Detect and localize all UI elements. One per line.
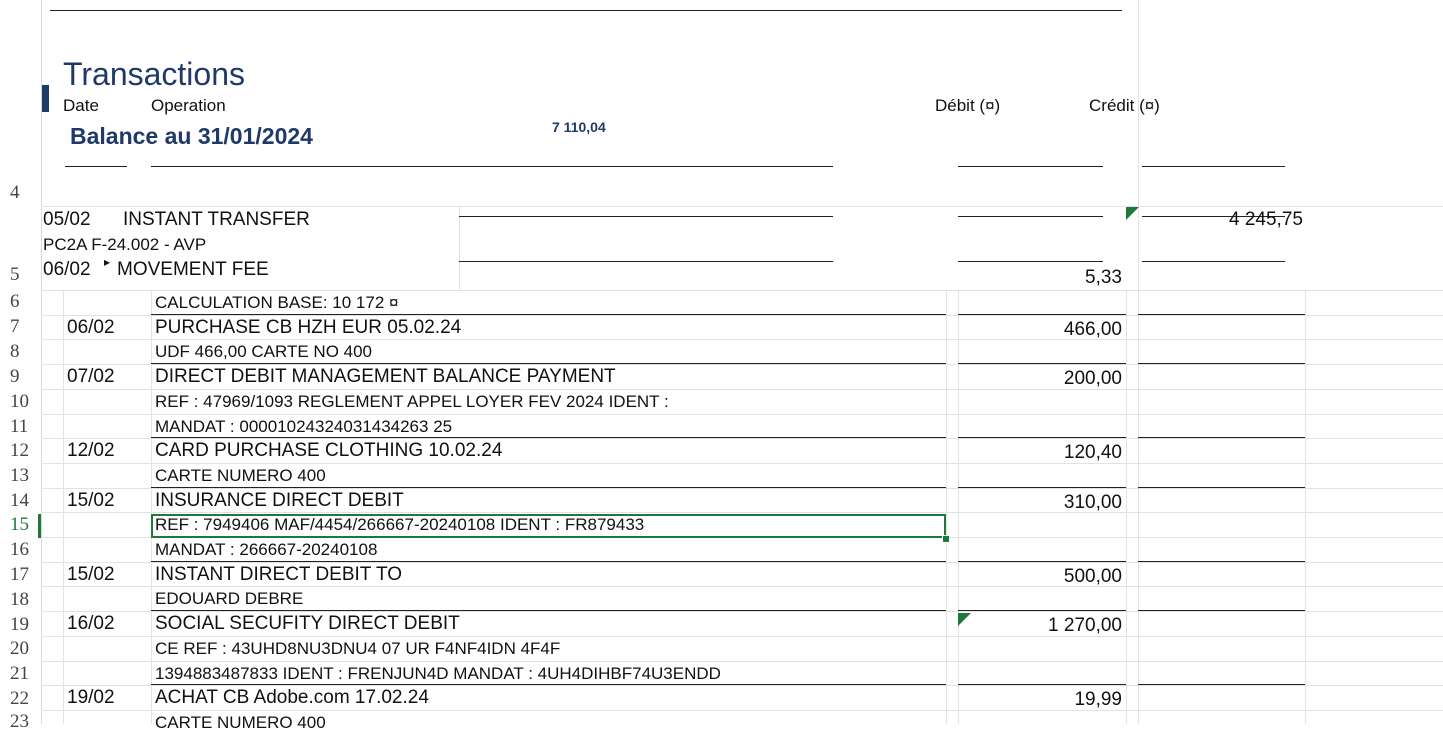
grid-row-line xyxy=(41,488,1443,489)
rule-debit xyxy=(958,166,1103,167)
transaction-operation[interactable]: PURCHASE CB HZH EUR 05.02.24 xyxy=(155,316,462,338)
rule-date xyxy=(65,166,127,167)
overlay-rule xyxy=(459,216,833,217)
rule-operation xyxy=(151,166,833,167)
overlay-rule xyxy=(958,216,1103,217)
grid-col-line xyxy=(459,206,460,290)
entry-separator-rule xyxy=(1138,363,1305,364)
selected-cell[interactable] xyxy=(151,514,946,538)
grid-col-line xyxy=(151,290,152,724)
grid-col-line xyxy=(1126,290,1127,724)
transaction-date[interactable]: 15/02 xyxy=(67,489,115,511)
transaction-date[interactable]: 19/02 xyxy=(67,687,115,709)
grid-row-line xyxy=(41,364,1443,365)
entry-separator-rule xyxy=(1138,561,1305,562)
entry-separator-rule xyxy=(958,487,1126,488)
row-number[interactable]: 13 xyxy=(10,465,29,486)
column-header-credit: Crédit (¤) xyxy=(1089,96,1160,115)
column-header-debit: Débit (¤) xyxy=(935,96,1001,115)
grid-row-line xyxy=(41,710,1443,711)
transaction-operation[interactable]: INSURANCE DIRECT DEBIT xyxy=(155,489,404,511)
grid-row-line xyxy=(41,562,1443,563)
row-number[interactable]: 9 xyxy=(10,366,20,387)
transaction-date[interactable]: 15/02 xyxy=(67,563,115,585)
row-number[interactable]: 23 xyxy=(10,711,29,732)
comment-indicator-icon xyxy=(1126,207,1139,220)
entry-separator-rule xyxy=(958,314,1126,315)
grid-col-line xyxy=(63,290,64,724)
transaction-operation[interactable]: CARTE NUMERO 400 xyxy=(155,712,326,732)
entry-separator-rule xyxy=(151,684,946,685)
grid-row-line xyxy=(41,206,1443,207)
grid-row-line xyxy=(41,636,1443,637)
entry-separator-rule xyxy=(151,363,946,364)
transaction-debit[interactable]: 466,00 xyxy=(1063,318,1122,340)
row-number[interactable]: 7 xyxy=(10,316,20,337)
balance-value: 7 110,04 xyxy=(552,119,606,135)
transaction-debit[interactable]: 19,99 xyxy=(1074,689,1122,711)
grid-col-line xyxy=(946,290,947,724)
transaction-operation[interactable]: 1394883487833 IDENT : FRENJUN4D MANDAT : 4UH4DIHBF74U3ENDD xyxy=(155,663,721,683)
entry-separator-rule xyxy=(1138,437,1305,438)
entry-separator-rule xyxy=(1138,487,1305,488)
row-number[interactable]: 22 xyxy=(10,688,29,709)
entry-separator-rule xyxy=(151,314,946,315)
entry-separator-rule xyxy=(151,610,946,611)
transaction-date[interactable]: 07/02 xyxy=(67,366,115,388)
entry-separator-rule xyxy=(1138,314,1305,315)
entry-separator-rule xyxy=(1138,610,1305,611)
grid-row-line xyxy=(41,414,1443,415)
grid-row-line xyxy=(41,586,1443,587)
grid-row-line xyxy=(41,611,1443,612)
transaction-debit[interactable]: 120,40 xyxy=(1063,442,1122,464)
grid-row-line xyxy=(41,661,1443,662)
instant-transfer-credit[interactable]: 4 245,75 xyxy=(1229,209,1303,230)
fee-marker-icon: ▸ xyxy=(104,255,111,269)
row-number[interactable]: 18 xyxy=(10,589,29,610)
row-number[interactable]: 6 xyxy=(10,291,20,312)
movement-fee-label[interactable]: MOVEMENT FEE xyxy=(117,259,269,280)
transaction-operation[interactable]: MANDAT : 266667-20240108 xyxy=(155,540,378,559)
transaction-date[interactable]: 06/02 xyxy=(67,316,115,338)
entry-separator-rule xyxy=(151,561,946,562)
title-accent-bar xyxy=(42,85,49,112)
entry-separator-rule xyxy=(958,684,1126,685)
grid-row-line xyxy=(41,438,1443,439)
entry-separator-rule xyxy=(958,561,1126,562)
overlay-rule xyxy=(958,261,1103,262)
transaction-date[interactable]: 16/02 xyxy=(67,613,115,635)
transaction-operation[interactable]: MANDAT : 00001024324031434263 25 xyxy=(155,416,453,436)
entry-separator-rule xyxy=(1138,684,1305,685)
grid-col-line xyxy=(1305,290,1306,724)
row-number[interactable]: 16 xyxy=(10,539,29,560)
entry-separator-rule xyxy=(958,437,1126,438)
entry-separator-rule xyxy=(151,437,946,438)
comment-indicator-icon xyxy=(958,613,971,626)
transaction-date[interactable]: 12/02 xyxy=(67,440,115,462)
grid-row-line xyxy=(41,389,1443,390)
movement-fee-debit[interactable]: 5,33 xyxy=(1085,267,1122,288)
row-number[interactable]: 20 xyxy=(10,638,29,659)
column-header-operation: Operation xyxy=(151,96,226,115)
fill-handle[interactable] xyxy=(942,535,950,543)
instant-transfer-label[interactable]: INSTANT TRANSFER xyxy=(123,209,310,230)
transaction-operation[interactable]: EDOUARD DEBRE xyxy=(155,589,304,609)
page-title: Transactions xyxy=(63,56,245,92)
overlay-rule xyxy=(1142,261,1285,262)
row-number[interactable]: 4 xyxy=(10,182,20,203)
pc2a-note[interactable]: PC2A F-24.002 - AVP xyxy=(43,235,207,254)
balance-label: Balance au 31/01/2024 xyxy=(70,123,313,149)
transaction-operation[interactable]: CALCULATION BASE: 10 172 ¤ xyxy=(155,293,399,312)
row-number[interactable]: 12 xyxy=(10,440,29,461)
transaction-operation[interactable]: DIRECT DEBIT MANAGEMENT BALANCE PAYMENT xyxy=(155,366,616,388)
row-number[interactable]: 14 xyxy=(10,490,29,511)
transaction-operation[interactable]: CARD PURCHASE CLOTHING 10.02.24 xyxy=(155,440,503,462)
row-number[interactable]: 21 xyxy=(10,663,29,684)
transaction-operation[interactable]: SOCIAL SECUFITY DIRECT DEBIT xyxy=(155,613,460,635)
transaction-debit[interactable]: 310,00 xyxy=(1063,491,1122,513)
instant-transfer-date[interactable]: 05/02 xyxy=(43,209,91,230)
grid-row-line xyxy=(41,339,1443,340)
top-rule xyxy=(50,10,1122,11)
transaction-debit[interactable]: 1 270,00 xyxy=(1048,615,1122,637)
active-row-marker xyxy=(38,514,41,538)
row-number[interactable]: 19 xyxy=(10,614,29,635)
movement-fee-date[interactable]: 06/02 xyxy=(43,259,91,280)
grid-row-line xyxy=(41,290,1443,291)
transaction-operation[interactable]: CARTE NUMERO 400 xyxy=(155,465,326,485)
row-number[interactable]: 17 xyxy=(10,564,29,585)
grid-row-line xyxy=(41,685,1443,686)
row-number[interactable]: 15 xyxy=(10,514,29,535)
transaction-operation[interactable]: INSTANT DIRECT DEBIT TO xyxy=(155,563,403,585)
transaction-operation[interactable]: UDF 466,00 CARTE NO 400 xyxy=(155,342,372,362)
transaction-debit[interactable]: 200,00 xyxy=(1063,368,1122,390)
row-number[interactable]: 5 xyxy=(10,264,20,285)
entry-separator-rule xyxy=(958,610,1126,611)
column-header-date: Date xyxy=(63,96,99,115)
transaction-operation[interactable]: CE REF : 43UHD8NU3DNU4 07 UR F4NF4IDN 4F4F xyxy=(155,638,561,658)
entry-separator-rule xyxy=(958,363,1126,364)
transaction-operation[interactable]: REF : 47969/1093 REGLEMENT APPEL LOYER FEV 2024 IDENT : xyxy=(155,391,669,411)
transaction-debit[interactable]: 500,00 xyxy=(1063,565,1122,587)
transaction-operation[interactable]: REF : 7949406 MAF/4454/266667-20240108 IDENT : FR879433 xyxy=(155,515,645,535)
overlay-rule xyxy=(459,261,833,262)
rule-credit xyxy=(1142,166,1285,167)
row-number[interactable]: 8 xyxy=(10,341,20,362)
grid-row-line xyxy=(41,463,1443,464)
entry-separator-rule xyxy=(151,487,946,488)
row-number[interactable]: 10 xyxy=(10,391,29,412)
transaction-operation[interactable]: ACHAT CB Adobe.com 17.02.24 xyxy=(155,687,429,709)
grid-row-line xyxy=(41,315,1443,316)
row-number[interactable]: 11 xyxy=(10,416,29,437)
